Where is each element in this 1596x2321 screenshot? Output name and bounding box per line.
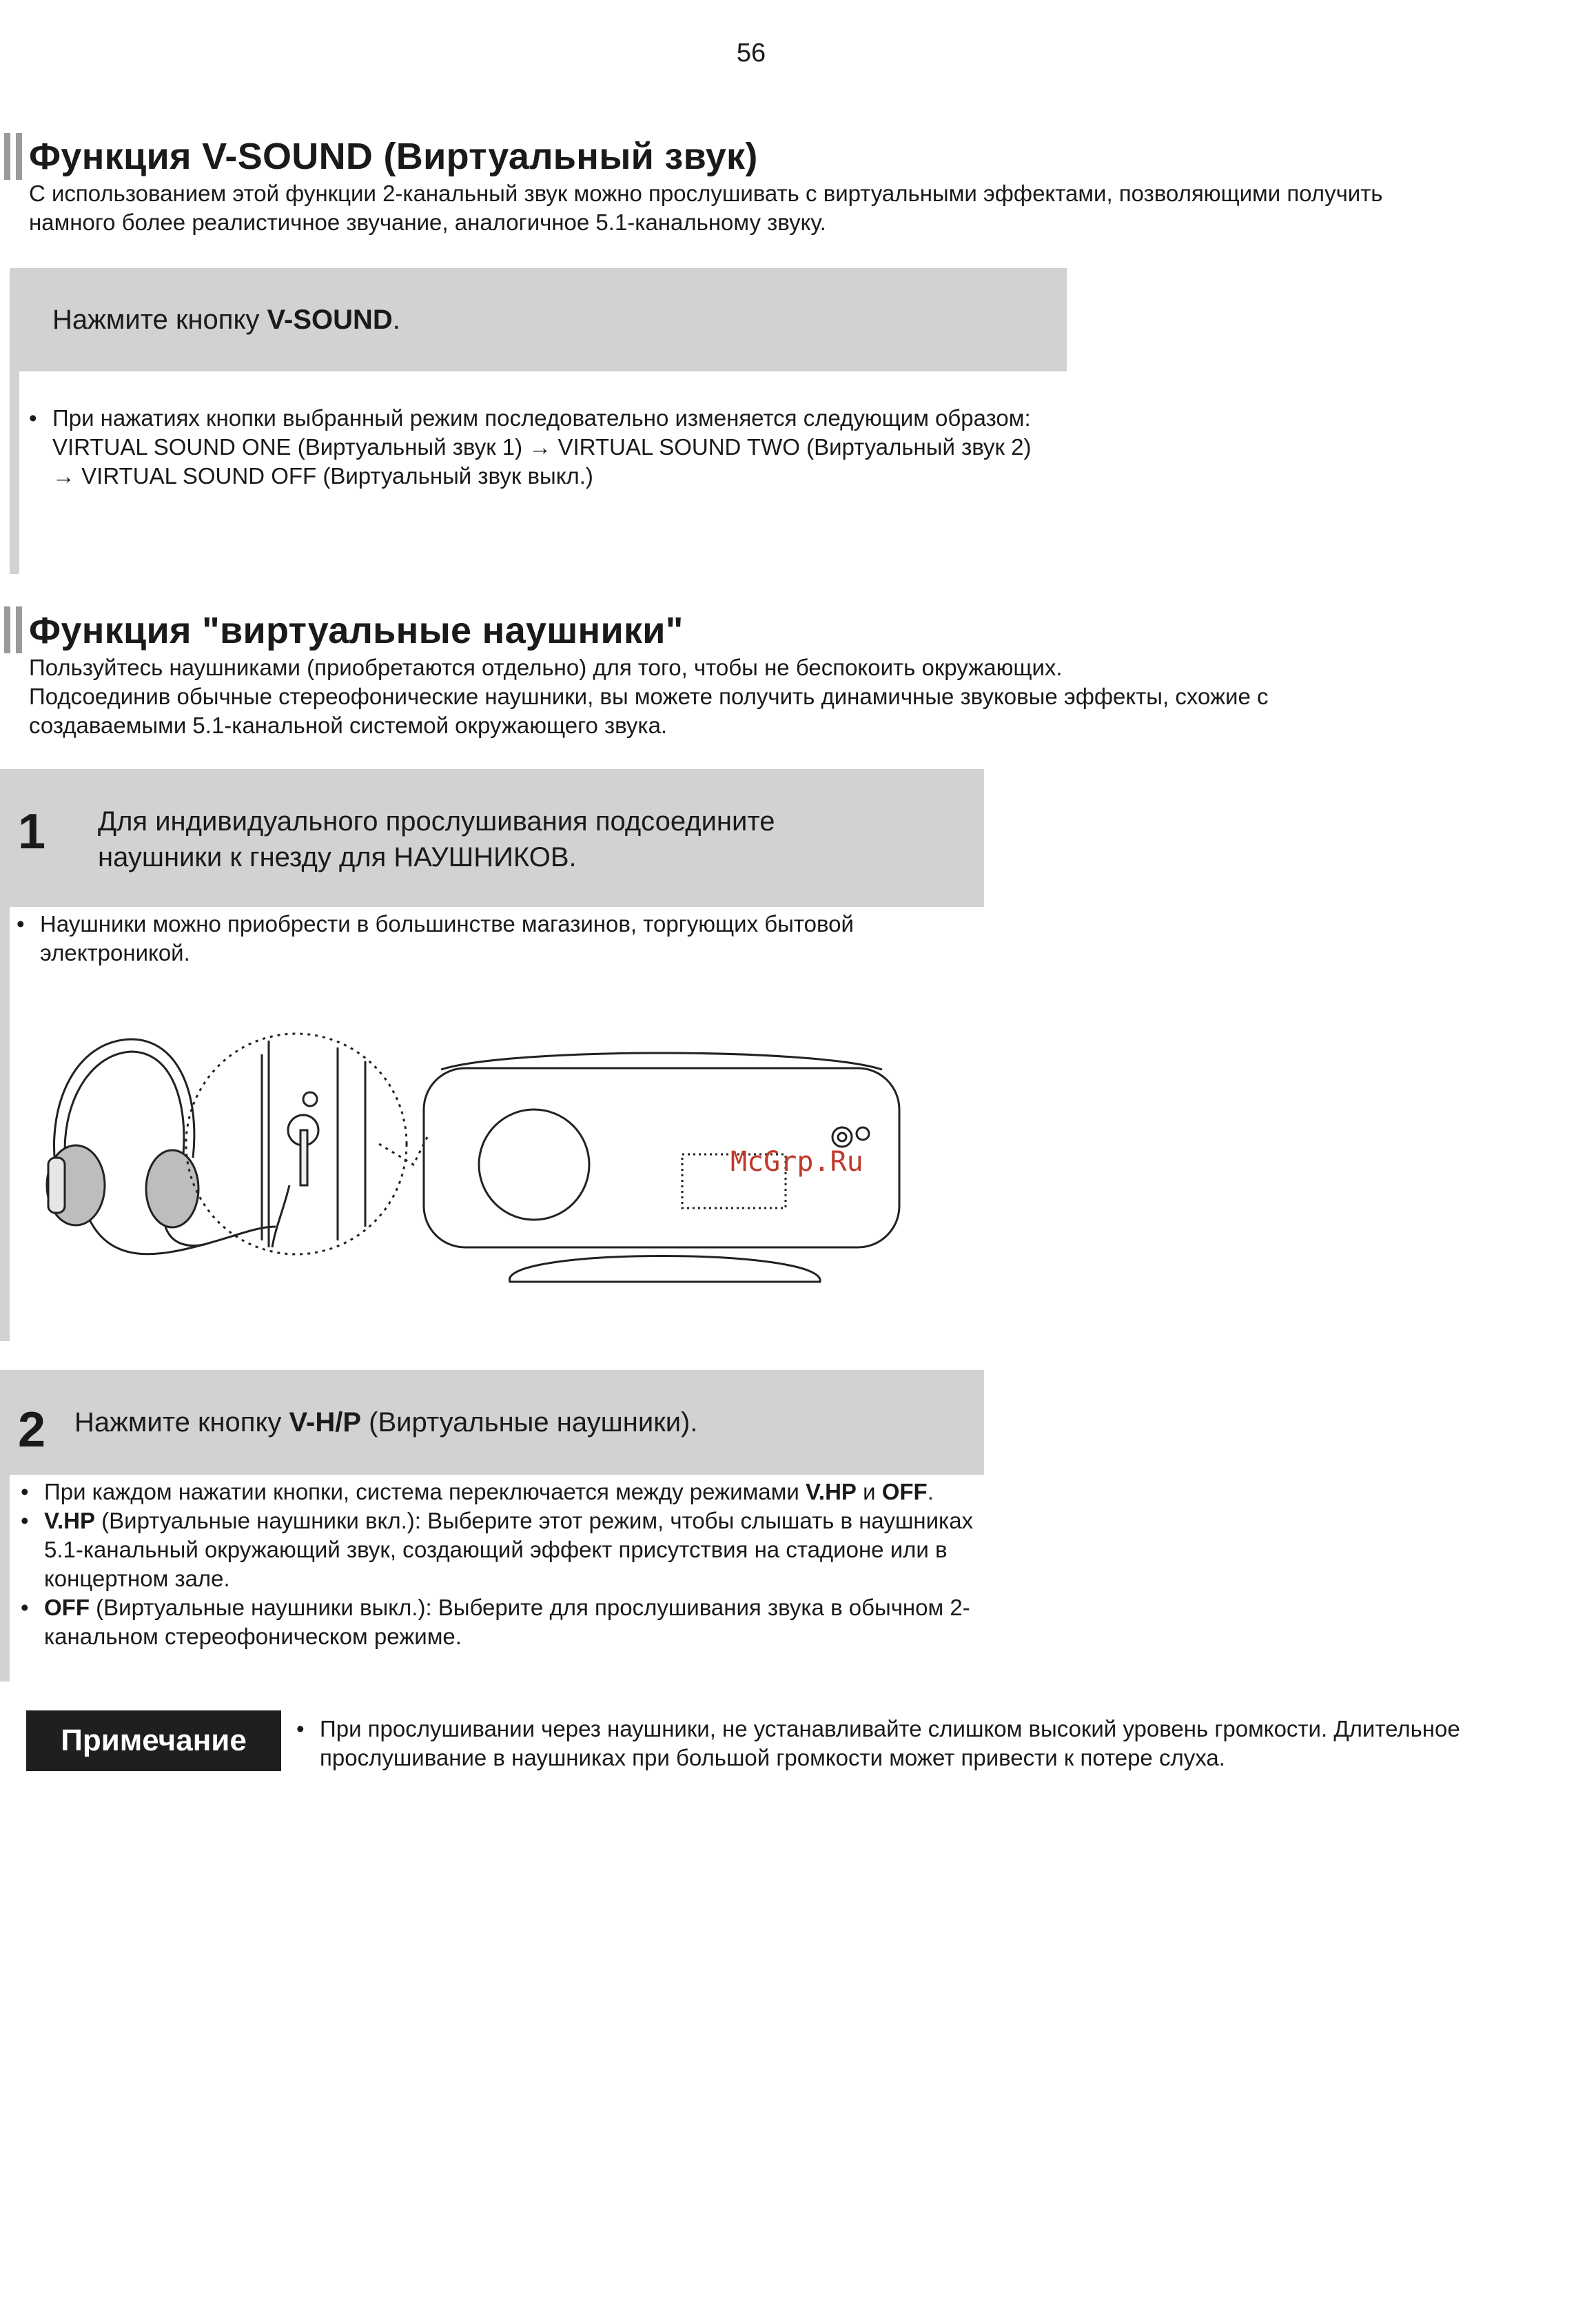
headphones-icon xyxy=(47,1039,276,1254)
b1-key2: OFF xyxy=(881,1479,928,1504)
step2-text-pre: Нажмите кнопку xyxy=(74,1407,289,1438)
vsound-bullets xyxy=(29,404,1049,491)
headphones-title: Функция "виртуальные наушники" xyxy=(29,610,684,651)
intro-line: Пользуйтесь наушниками (приобретаются отдельно) для того, чтобы не беспокоить окружающих. xyxy=(29,655,1063,680)
headphones-intro xyxy=(29,653,1414,740)
b3-text: (Виртуальные наушники выкл.): Выберите для прослушивания звука в обычном 2-канальном стереофоническом режиме. xyxy=(44,1595,970,1649)
b1-mid: и xyxy=(856,1479,882,1504)
vsound-intro: С использованием этой функции 2-канальный звук можно прослушивать с виртуальными эффектами, позволяющими получить намного более реалистичное звучание, аналогичное 5.1-канальному звуку. xyxy=(29,181,1383,235)
instruction-text: Нажмите кнопку xyxy=(52,305,267,335)
vhp-key: V-H/P xyxy=(289,1407,362,1438)
step2-text-post: (Виртуальные наушники). xyxy=(361,1407,698,1438)
step2-number: 2 xyxy=(18,1402,46,1458)
bullet-line: VIRTUAL SOUND ONE (Виртуальный звук 1) → VIRTUAL SOUND TWO (Виртуальный звук 2) → VIRTUAL SOUND OFF (Виртуальный звук выкл.) xyxy=(52,434,1032,489)
b2-key: V.HP xyxy=(44,1508,95,1533)
step2-bullets xyxy=(21,1478,979,1651)
vsound-instruction xyxy=(52,305,400,336)
list-item xyxy=(21,1478,979,1506)
list-item xyxy=(21,1506,979,1593)
instruction-end: . xyxy=(392,305,400,335)
b1-post: . xyxy=(927,1479,934,1504)
intro-line: Подсоединив обычные стереофонические наушники, вы можете получить динамичные звуковые эффекты, схожие с создаваемыми 5.1-канальной системой окружающего звука. xyxy=(29,684,1269,738)
b3-key: OFF xyxy=(44,1595,90,1620)
list-item xyxy=(21,1593,979,1651)
vsound-title: Функция V-SOUND (Виртуальный звук) xyxy=(29,136,758,177)
bullet-text: Наушники можно приобрести в большинстве магазинов, торгующих бытовой электроникой. xyxy=(40,911,854,965)
list-item xyxy=(296,1715,1468,1772)
b2-text: (Виртуальные наушники вкл.): Выберите этот режим, чтобы слышать в наушниках 5.1-канальный окружающий звук, создающий эффект присутствия на стадионе или в концертном зале. xyxy=(44,1508,974,1591)
watermark: McGrp.Ru xyxy=(730,1146,863,1178)
step1-bullets xyxy=(17,910,981,968)
list-item xyxy=(17,910,981,968)
vsound-key: V-SOUND xyxy=(267,305,393,335)
step2-text xyxy=(74,1407,697,1438)
list-item xyxy=(29,404,1049,491)
headphone-jack-icon xyxy=(272,1092,318,1247)
note-bullet: При прослушивании через наушники, не устанавливайте слишком высокий уровень громкости. Длительное прослушивание в наушниках при большой громкости может привести к потере слуха. xyxy=(320,1716,1460,1770)
page-number: 56 xyxy=(736,39,766,68)
step1-side-rule xyxy=(0,907,10,1341)
section-marker xyxy=(4,133,22,180)
bullet-line: • При нажатиях кнопки выбранный режим последовательно изменяется следующим образом: xyxy=(52,405,1031,431)
b1-pre: При каждом нажатии кнопки, система переключается между режимами xyxy=(44,1479,806,1504)
vsound-side-rule xyxy=(10,371,19,574)
step2-side-rule xyxy=(0,1475,10,1681)
note-text xyxy=(296,1715,1468,1772)
step1-number: 1 xyxy=(18,804,46,859)
step1-text: Для индивидуального прослушивания подсоедините наушники к гнезду для НАУШНИКОВ. xyxy=(98,806,775,872)
note-label: Примечание xyxy=(26,1710,281,1771)
b1-key1: V.HP xyxy=(805,1479,857,1504)
section-marker xyxy=(4,606,22,653)
